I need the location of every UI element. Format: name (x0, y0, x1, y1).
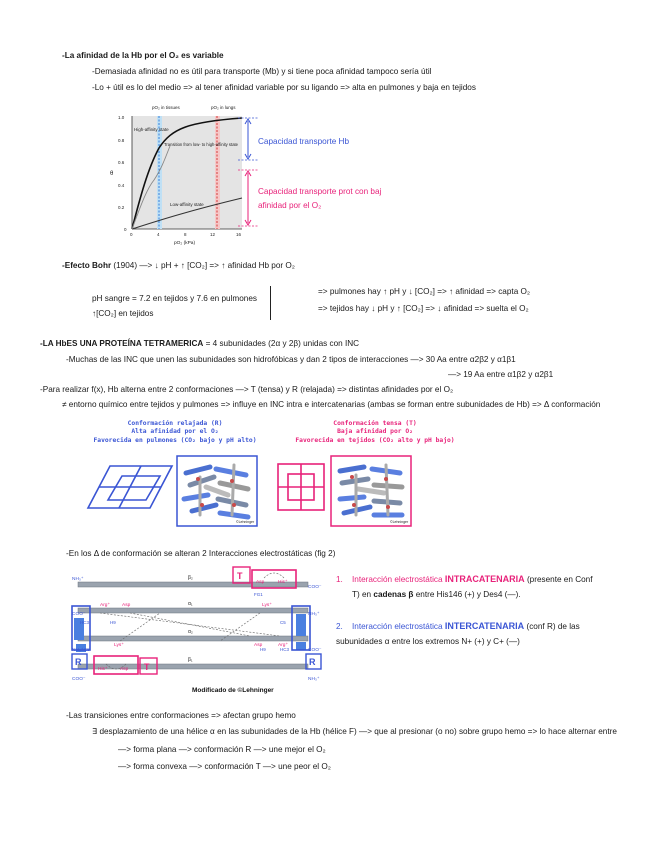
label-hc3-a: HC3 (80, 620, 90, 625)
text-line: ↑[CO₂] en tejidos (92, 309, 154, 318)
coo-bottom: COO⁻ (72, 677, 86, 682)
label-c5-b: C5 (84, 647, 90, 652)
label-asp-a: Asp (122, 603, 131, 608)
y-tick: 0.2 (118, 205, 125, 210)
text-line: -Para realizar f(x), Hb alterna entre 2 conformaciones —> T (tensa) y R (relajada) => distintas afinidades por el O₂ (40, 385, 454, 394)
y-tick: 0.4 (118, 183, 125, 188)
interaction-2-line2: subunidades α entre los extremos N+ (+) y C+ (—) (336, 637, 520, 646)
label-h9-b: H9 (260, 647, 266, 652)
text-line: —> forma convexa —> conformación T —> une peor el O₂ (118, 762, 331, 771)
credit-r: ©Lehninger (236, 520, 255, 524)
x-tick: 4 (157, 232, 160, 237)
label-h9-a: H9 (110, 620, 116, 625)
label-his-top: His⁺ (278, 580, 288, 585)
r-mark-right: R (309, 657, 316, 667)
caption-t-2: Baja afinidad por O₂ (337, 428, 413, 436)
diagram-caption: Modificado de ©Lehninger (192, 687, 274, 694)
nh3-bottom: NH₃⁺ (308, 677, 320, 682)
y-tick: 0.8 (118, 138, 125, 143)
t-structure-image (330, 455, 412, 527)
t-mark-bottom: T (144, 662, 150, 672)
nh3-left: NH₃⁺ (72, 648, 84, 653)
label-tissues: pO₂ in tissues (152, 105, 180, 110)
interaction-1-line2 (352, 589, 521, 600)
label-arg-a: Arg⁺ (100, 603, 110, 608)
caption-t-1: Conformación tensa (T) (333, 420, 417, 427)
y-tick: 1.0 (118, 115, 125, 120)
y-tick: 0.6 (118, 160, 125, 165)
caption-r-3: Favorecida en pulmones (CO₂ bajo y pH alto) (93, 436, 257, 444)
coo-top: COO⁻ (308, 585, 322, 590)
label-low-affinity: Low-affinity state (170, 202, 204, 207)
label-his-bottom: His⁺ (98, 667, 108, 672)
coo-right: COO⁻ (308, 648, 322, 653)
label-alpha1: α₁ (188, 601, 193, 607)
text-line: —> forma plana —> conformación R —> une mejor el O₂ (118, 745, 326, 754)
i1-c: (presente en Conf (524, 575, 593, 584)
caption-t-3: Favorecida en tejidos (CO₂ alto y pH bajo) (295, 436, 455, 444)
label-asp-top: Asp (256, 580, 265, 585)
oxygen-binding-graph (104, 98, 254, 248)
coo-left: COO⁻ (72, 612, 86, 617)
t-schematic (276, 462, 326, 512)
r-structure-image (176, 455, 258, 527)
caption-t (290, 420, 460, 445)
i1-a: Interacción electrostática (352, 575, 445, 584)
label-high-affinity: High-affinity state (134, 127, 169, 132)
text-line: => tejidos hay ↓ pH y ↑ [CO₂] => ↓ afinidad => suelta el O₂ (318, 304, 529, 313)
section-title-affinity: -La afinidad de la Hb por el O₂ es variable (62, 51, 224, 60)
label-lys-b: Lys⁺ (114, 643, 124, 648)
label-asp-b: Asp (254, 643, 263, 648)
i1-b: INTRACATENARIA (444, 574, 525, 584)
label-alpha2: α₂ (188, 629, 193, 635)
tetra-rest: = 4 subunidades (2α y 2β) unidas con INC (203, 339, 360, 348)
label-transition: Transition from low- to high-affinity state (164, 142, 239, 147)
interaction-1-number: 1. (336, 575, 343, 584)
capacity-arrows (236, 112, 260, 232)
electrostatic-diagram (70, 566, 328, 696)
text-line: -En los Δ de conformación se alteran 2 Interacciones electrostáticas (fig 2) (66, 549, 336, 558)
label-beta1: β₁ (188, 657, 193, 663)
label-asp-bottom: Asp (120, 667, 129, 672)
text-line: -Las transiciones entre conformaciones => afectan grupo hemo (66, 711, 296, 720)
caption-r-2: Alta afinidad por el O₂ (131, 428, 219, 436)
text-line: -Lo + útil es lo del medio => al tener afinidad variable por su ligando => alta en pulmones y baja en tejidos (92, 83, 476, 92)
x-tick: 0 (130, 232, 133, 237)
tetra-line (40, 338, 359, 349)
bohr-rest: (1904) —> ↓ pH + ↑ [CO₂] => ↑ afinidad Hb por O₂ (111, 261, 295, 270)
text-line: pH sangre = 7.2 en tejidos y 7.6 en pulmones (92, 294, 257, 303)
caption-r-1: Conformación relajada (R) (127, 420, 223, 427)
x-axis-label: pO₂ (kPa) (174, 241, 196, 246)
interaction-2-number: 2. (336, 622, 343, 631)
text-line: => pulmones hay ↑ pH y ↓ [CO₂] => ↑ afinidad => capta O₂ (318, 287, 531, 296)
text-line: -Muchas de las INC que unen las subunidades son hidrofóbicas y dan 2 tipos de interacciones —> 30 Aa entre α2β2 y α1β1 (66, 355, 516, 364)
text-line: —> 19 Aa entre α1β2 y α2β1 (448, 370, 554, 379)
note-capacity-hb: Capacidad transporte Hb (258, 137, 350, 146)
y-tick: 0 (124, 227, 127, 232)
nh3-top: NH₃⁺ (72, 577, 84, 582)
label-hc3-b: HC3 (280, 647, 290, 652)
r-mark-left: R (75, 657, 82, 667)
label-lungs: pO₂ in lungs (211, 105, 236, 110)
text-line: ≠ entorno químico entre tejidos y pulmones => influye en INC intra e intercatenarias (ambas se forman entre subunidades de Hb) => Δ conformación (62, 400, 601, 409)
t-mark-top: T (237, 571, 243, 581)
label-c5-a: C5 (280, 620, 286, 625)
tetra-title: -LA HbES UNA PROTEÍNA TETRAMERICA (40, 339, 204, 348)
note-capacity-low: Capacidad transporte prot con baj (258, 187, 382, 196)
text-line: ∃ desplazamiento de una hélice α en las subunidades de la Hb (hélice F) —> que al presionar (o no) sobre grupo hemo => lo hace alternar entre (92, 727, 617, 736)
caption-r (90, 420, 260, 445)
interaction-1-line1 (352, 574, 593, 585)
y-axis-label: θ (110, 171, 114, 177)
i2-b: INTERCATENARIA (444, 621, 525, 631)
nh3-right: NH₃⁺ (308, 612, 320, 617)
i1-e: cadenas β (373, 590, 414, 599)
i1-d: T) en (352, 590, 374, 599)
i2-a: Interacción electrostática (352, 622, 445, 631)
divider (270, 286, 271, 320)
label-lys-a: Lys⁺ (262, 603, 272, 608)
x-tick: 12 (210, 232, 216, 237)
x-tick: 16 (236, 232, 242, 237)
r-schematic (86, 462, 176, 512)
credit-t: ©Lehninger (390, 520, 409, 524)
label-beta2: β₂ (188, 575, 193, 581)
x-tick: 8 (184, 232, 187, 237)
bohr-title: -Efecto Bohr (62, 261, 112, 270)
bohr-line (62, 260, 295, 271)
i2-c: (conf R) de las (524, 622, 580, 631)
interaction-2-line1 (352, 621, 580, 632)
text-line: -Demasiada afinidad no es útil para transporte (Mb) y si tiene poca afinidad tampoco sería útil (92, 67, 432, 76)
i1-f: entre His146 (+) y Des4 (—). (413, 590, 521, 599)
note-capacity-low-2: afinidad por el O₂ (258, 201, 322, 210)
label-fg1: FG1 (254, 592, 263, 597)
label-arg-b: Arg⁺ (278, 643, 288, 648)
